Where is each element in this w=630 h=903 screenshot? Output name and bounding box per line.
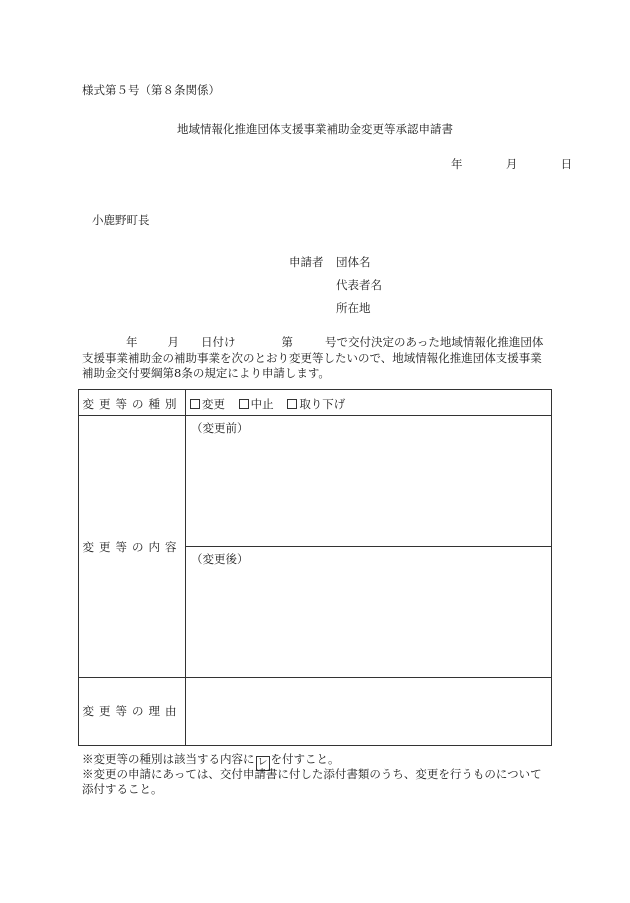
note1-text-before: ※変更等の種別は該当する内容に xyxy=(82,752,255,766)
org-name-label: 団体名 xyxy=(336,255,371,269)
applicant-label: 申請者 xyxy=(289,255,324,269)
table-row-divider xyxy=(79,677,551,678)
document-title: 地域情報化推進団体支援事業補助金変更等承認申請書 xyxy=(177,122,453,136)
statement-line1-rest: 号で交付決定のあった地域情報化推進団体 xyxy=(325,335,544,349)
option-change[interactable] xyxy=(190,397,225,411)
option-cancel[interactable] xyxy=(239,397,274,411)
option-withdraw[interactable] xyxy=(287,397,345,411)
statement-line-1 xyxy=(82,335,557,351)
before-change-label: （変更前） xyxy=(191,421,249,435)
form-number: 様式第５号（第８条関係） xyxy=(82,83,220,97)
checkbox-cancel[interactable] xyxy=(239,399,249,409)
after-change-label: （変更後） xyxy=(191,552,249,566)
option-withdraw-label: 取り下げ xyxy=(299,397,346,411)
statement-year: 年 xyxy=(126,335,138,349)
option-change-label: 変更 xyxy=(202,397,225,411)
addressee: 小鹿野町長 xyxy=(92,213,150,227)
checkbox-change[interactable] xyxy=(190,399,200,409)
note-attachment-instruction: ※変更の申請にあっては、交付申請書に付した添付書類のうち、変更を行うものについて添付すること。 xyxy=(82,767,542,796)
check-mark-icon: レ xyxy=(256,756,270,771)
statement-line-2: 支援事業補助金の補助事業を次のとおり変更等したいので、地域情報化推進団体支援事業 xyxy=(82,350,542,365)
note1-text-after: を付すこと。 xyxy=(270,752,340,766)
table-inner-divider xyxy=(185,546,551,547)
table-column-divider xyxy=(185,390,186,745)
address-label: 所在地 xyxy=(336,301,371,315)
option-cancel-label: 中止 xyxy=(250,397,274,411)
date-line xyxy=(451,156,572,172)
change-type-label: 変更等の種別 xyxy=(82,397,182,411)
statement-dai: 第 xyxy=(281,335,293,349)
statement-line-3: 補助金交付要綱第8条の規定により申請します。 xyxy=(82,366,330,380)
change-content-label: 変更等の内容 xyxy=(82,540,182,554)
representative-label: 代表者名 xyxy=(336,278,382,292)
table-row-divider xyxy=(79,415,551,416)
date-day: 日 xyxy=(560,157,573,171)
change-reason-label: 変更等の理由 xyxy=(82,704,182,718)
checkbox-withdraw[interactable] xyxy=(287,399,297,409)
statement-month: 月 xyxy=(167,335,179,349)
application-statement xyxy=(82,335,557,382)
change-type-options xyxy=(190,396,355,412)
date-month: 月 xyxy=(505,157,518,171)
date-year: 年 xyxy=(451,157,463,171)
change-request-table xyxy=(78,389,552,746)
statement-day: 日付け xyxy=(201,335,236,349)
